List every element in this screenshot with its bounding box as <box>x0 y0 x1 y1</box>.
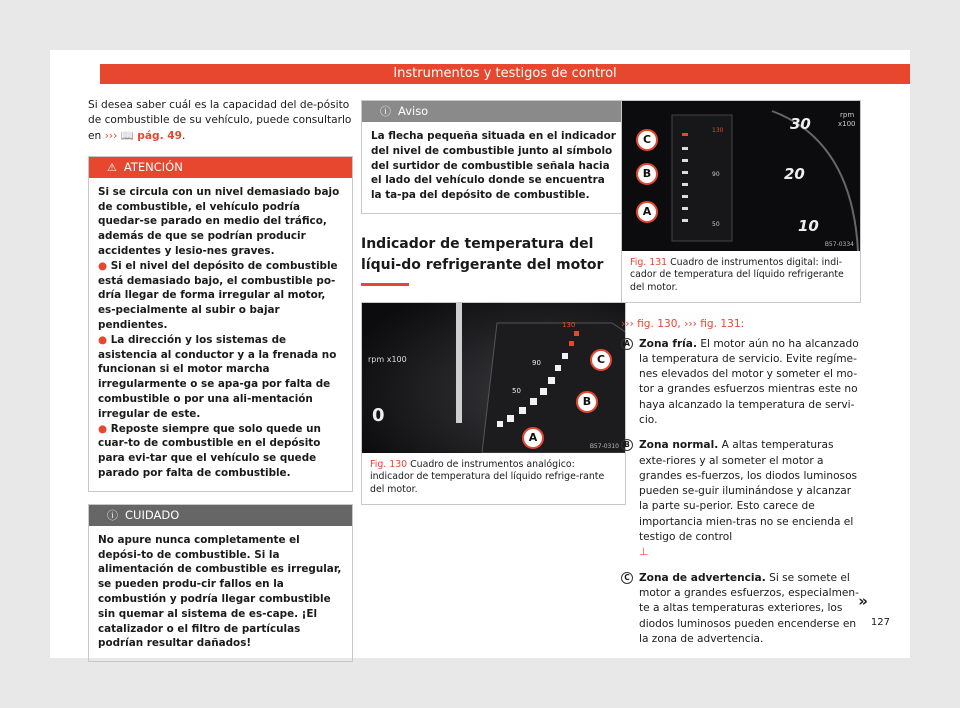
gauge-label-10: 10 <box>798 217 819 235</box>
callout-a: A <box>636 201 658 223</box>
digital-gauge-image <box>622 101 860 251</box>
figure-code: B57-0334 <box>824 241 854 248</box>
gauge-label-90: 90 <box>532 358 541 367</box>
info-circle-icon: ⓘ <box>107 508 118 522</box>
info-icon: ⓘ <box>380 105 391 118</box>
warning-bullet: ● Reposte siempre que solo quede un cuar-to de combustible en el depósito para evi-tar que el vehículo se quede parado por falta de combustible. <box>98 422 321 480</box>
figure-code: B57-0310 <box>589 442 619 450</box>
note-body: La flecha pequeña situada en el indicador del nivel de combustible junto al símbolo del surtidor de combustible señala hacia el lado del vehículo donde se encuentra la ta-pa del depósito de combustible. <box>371 130 616 202</box>
note-box <box>361 100 626 214</box>
section-heading: Indicador de temperatura del líqui-do refrigerante del motor <box>361 234 626 286</box>
gauge-label-130: 130 <box>712 127 724 134</box>
warning-triangle-icon: ⚠ <box>107 160 117 174</box>
figure-131 <box>621 100 861 303</box>
gauge-label-30: 30 <box>790 115 811 133</box>
analog-gauge-graphic <box>362 303 625 453</box>
gauge-label-90: 90 <box>712 171 720 178</box>
caution-header: ⓘ CUIDADO <box>89 505 352 526</box>
caution-body: No apure nunca completamente el depósi-to de combustible. Si la alimentación de combustible es irregular, se pueden produ-cir fallos en la combustión y podría llegar combustible sin quemar al sistema de es-cape. ¡El catalizador o el filtro de partículas podrían resultar dañados! <box>98 533 342 650</box>
gauge-label-50: 50 <box>512 386 521 395</box>
gauge-label-50: 50 <box>712 221 720 228</box>
badge-a: A <box>621 338 633 350</box>
gauge-label-rpm: rpm x100 <box>368 354 407 364</box>
book-icon: 📖 <box>120 129 134 142</box>
list-item: A Zona fría. El motor aún no ha alcanzado la temperatura de servicio. Evite regíme-nes elevados del motor y someter el mo-tor a grandes esfuerzos mientras este no haya alcanzado la temperatura de servi-cio. <box>621 337 861 429</box>
gauge-label-20: 20 <box>784 165 805 183</box>
section-header: Instrumentos y testigos de control <box>100 64 910 84</box>
column-left <box>88 98 353 662</box>
list-item: B Zona normal. A altas temperaturas exte-riores y al someter el motor a grandes es-fuerzos, los diodos luminosos pueden se-guir iluminándose y alcanzar la parte su-perior. Esto carece de importancia mien-tras no se encienda el testigo de control ⊥ <box>621 438 861 560</box>
callout-c: C <box>590 349 612 371</box>
page-number: 127 <box>870 617 890 628</box>
figure-130-caption: Fig. 130 Cuadro de instrumentos analógico: indicador de temperatura del líquido refrige-rante del motor. <box>370 458 605 495</box>
callout-a: A <box>522 427 544 449</box>
intro-paragraph: Si desea saber cuál es la capacidad del de-pósito de combustible de su vehículo, puede consultarlo en ››› 📖 pág. 49. <box>88 99 352 142</box>
callout-b: B <box>576 391 598 413</box>
continue-marker: » <box>858 592 868 610</box>
warning-header: ⚠ ATENCIÓN <box>89 157 352 178</box>
callout-c: C <box>636 129 658 151</box>
gauge-label-x100: x100 <box>838 120 856 128</box>
caution-box <box>88 504 353 662</box>
callout-b: B <box>636 163 658 185</box>
gauge-label-zero: 0 <box>372 404 385 426</box>
analog-gauge-image <box>362 303 625 453</box>
cross-reference[interactable]: ››› 📖 pág. 49 <box>104 129 183 142</box>
warning-box <box>88 156 353 492</box>
warning-body: Si se circula con un nivel demasiado bajo de combustible, el vehículo podría quedar-se parado en medio del tráfico, además de que se podrían producir accidentes y lesio-nes graves. ● Si el nivel del depósito de combustible está demasiado bajo, el combustible po-dría llegar de forma irregular al motor, es-pecialmente al subir o bajar pendientes. ● La dirección y los sistemas de asistencia al conductor y a la frenada no funcionan si el motor marcha irregularmente o se apa-ga por falta de combustible o por una ali-mentación irregular de este. ● Reposte siempre que solo quede un cuar-to de combustible en el depósito para evi-tar que el vehículo se quede parado por falta de combustible. <box>89 178 352 491</box>
gauge-label-130: 130 <box>562 320 576 329</box>
badge-b: B <box>621 439 633 451</box>
column-middle <box>361 100 626 505</box>
warning-bullet: ● Si el nivel del depósito de combustible está demasiado bajo, el combustible po-dría llegar de forma irregular al motor, es-pecialmente al subir o bajar pendientes. <box>98 259 338 332</box>
note-header: ⓘ Aviso <box>362 101 625 122</box>
figure-references[interactable]: ››› fig. 130, ››› fig. 131: <box>621 318 745 331</box>
coolant-temperature-icon: ⊥ <box>639 546 649 559</box>
figure-130 <box>361 302 626 505</box>
list-item: C Zona de advertencia. Si se somete el motor a grandes esfuerzos, especialmen-te a altas temperaturas exteriores, los diodos luminosos pueden encenderse en la zona de advertencia. <box>621 571 861 647</box>
gauge-label-rpm: rpm <box>840 111 855 119</box>
document-page <box>50 50 910 658</box>
badge-c: C <box>621 572 633 584</box>
figure-131-caption: Fig. 131 Cuadro de instrumentos digital: indi-cador de temperatura del líquido refrigerante del motor. <box>630 257 844 293</box>
warning-bullet: ● La dirección y los sistemas de asistencia al conductor y a la frenada no funcionan si el motor marcha irregularmente o se apa-ga por falta de combustible o por una ali-mentación irregular de este. <box>98 333 337 420</box>
column-right <box>621 100 861 647</box>
